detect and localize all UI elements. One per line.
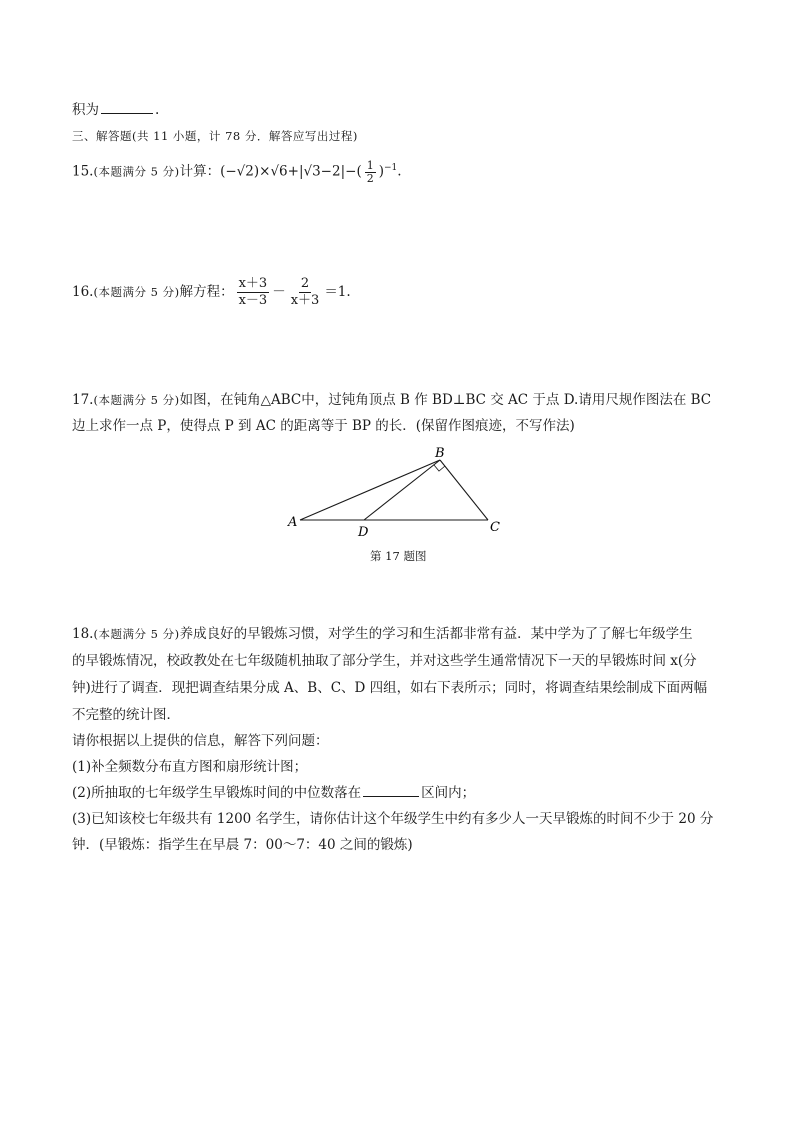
question-18-part-3-line-2: 钟．(早锻炼：指学生在早晨 7：00～7：40 之间的锻炼): [72, 837, 413, 853]
q15-number: 15.: [72, 163, 94, 180]
q15-lead: 计算：: [179, 163, 221, 180]
q14-answer-line: [72, 100, 159, 120]
q16-score-tag: (本题满分 5 分): [93, 285, 180, 299]
question-17-line-2: 边上求作一点 P，使得点 P 到 AC 的距离等于 BP 的长．(保留作图痕迹，不写作法): [72, 418, 575, 434]
label-C: C: [490, 520, 500, 535]
q15-paren-close: ): [378, 163, 384, 180]
q17-number: 17.: [72, 392, 94, 408]
q16-lead: 解方程：: [179, 284, 234, 300]
q15-exponent: −1: [384, 163, 398, 173]
q15-expression: (−√2)×√6+|√3−2|−(: [220, 163, 362, 180]
q17-figure-caption: 第 17 题图: [370, 549, 427, 563]
question-18-line-5: 请你根据以上提供的信息，解答下列问题：: [72, 733, 329, 749]
q14-answer-blank[interactable]: [101, 100, 153, 114]
q16-f1-num: x＋3: [238, 276, 268, 291]
question-15: [72, 158, 402, 185]
question-18-line-1: [72, 624, 693, 644]
q17-text-1: 如图，在钝角△ABC中，过钝角顶点 B 作 BD⊥BC 交 AC 于点 D.请用尺规作图法在 BC: [179, 392, 712, 408]
q15-score-tag: (本题满分 5 分): [93, 164, 180, 179]
q16-fraction-2: [289, 276, 322, 309]
q16-fraction-1: [237, 276, 270, 309]
question-18-line-4: 不完整的统计图．: [72, 707, 180, 723]
q14-prefix: 积为: [72, 102, 99, 118]
q18-part2-text: (2)所抽取的七年级学生早锻炼时间的中位数落在: [72, 785, 362, 801]
q16-f2-den: x＋3: [290, 293, 320, 308]
q14-suffix: .: [155, 102, 160, 118]
q16-f1-den: x－3: [238, 293, 268, 308]
q16-f2-num: 2: [300, 276, 310, 291]
q15-end: .: [397, 163, 402, 180]
section-3-title: 三、解答题(共 11 小题，计 78 分．解答应写出过程): [72, 129, 358, 143]
question-18-line-2: 的早锻炼情况，校政教处在七年级随机抽取了部分学生，并对这些学生通常情况下一天的早锻炼时间 x(分: [72, 653, 697, 669]
q18-score-tag: (本题满分 5 分): [93, 627, 180, 641]
q15-frac-num: 1: [366, 158, 374, 172]
segment-AB: [300, 460, 440, 520]
right-angle-mark: [434, 465, 445, 471]
label-D: D: [358, 525, 369, 540]
question-18-line-3: 钟)进行了调查．现把调查结果分成 A、B、C、D 四组，如右下表所示；同时，将调查结果绘制成下面两幅: [72, 680, 708, 696]
question-18-part-3-line-1: (3)已知该校七年级共有 1200 名学生，请你估计这个年级学生中约有多少人一天早锻炼的时间不少于 20 分: [72, 811, 714, 827]
label-B: B: [435, 446, 445, 461]
q18-part2-blank[interactable]: [363, 783, 419, 797]
q18-number: 18.: [72, 626, 94, 642]
q18-part2-tail: 区间内；: [421, 785, 476, 801]
label-A: A: [288, 515, 298, 530]
segment-BC: [440, 460, 488, 520]
q16-number: 16.: [72, 284, 94, 300]
question-18-part-1: (1)补全频数分布直方图和扇形统计图；: [72, 759, 308, 775]
question-16: [72, 276, 351, 309]
segment-BD: [364, 460, 440, 520]
q16-minus: －: [272, 284, 286, 300]
question-18-part-2: [72, 783, 475, 803]
q15-frac-den: 2: [366, 171, 374, 185]
q15-fraction: [365, 160, 376, 185]
q17-score-tag: (本题满分 5 分): [93, 393, 180, 407]
q16-rhs: ＝1.: [324, 284, 351, 300]
q18-text-1: 养成良好的早锻炼习惯，对学生的学习和生活都非常有益．某中学为了了解七年级学生: [179, 626, 693, 642]
question-17-line-1: [72, 390, 711, 410]
